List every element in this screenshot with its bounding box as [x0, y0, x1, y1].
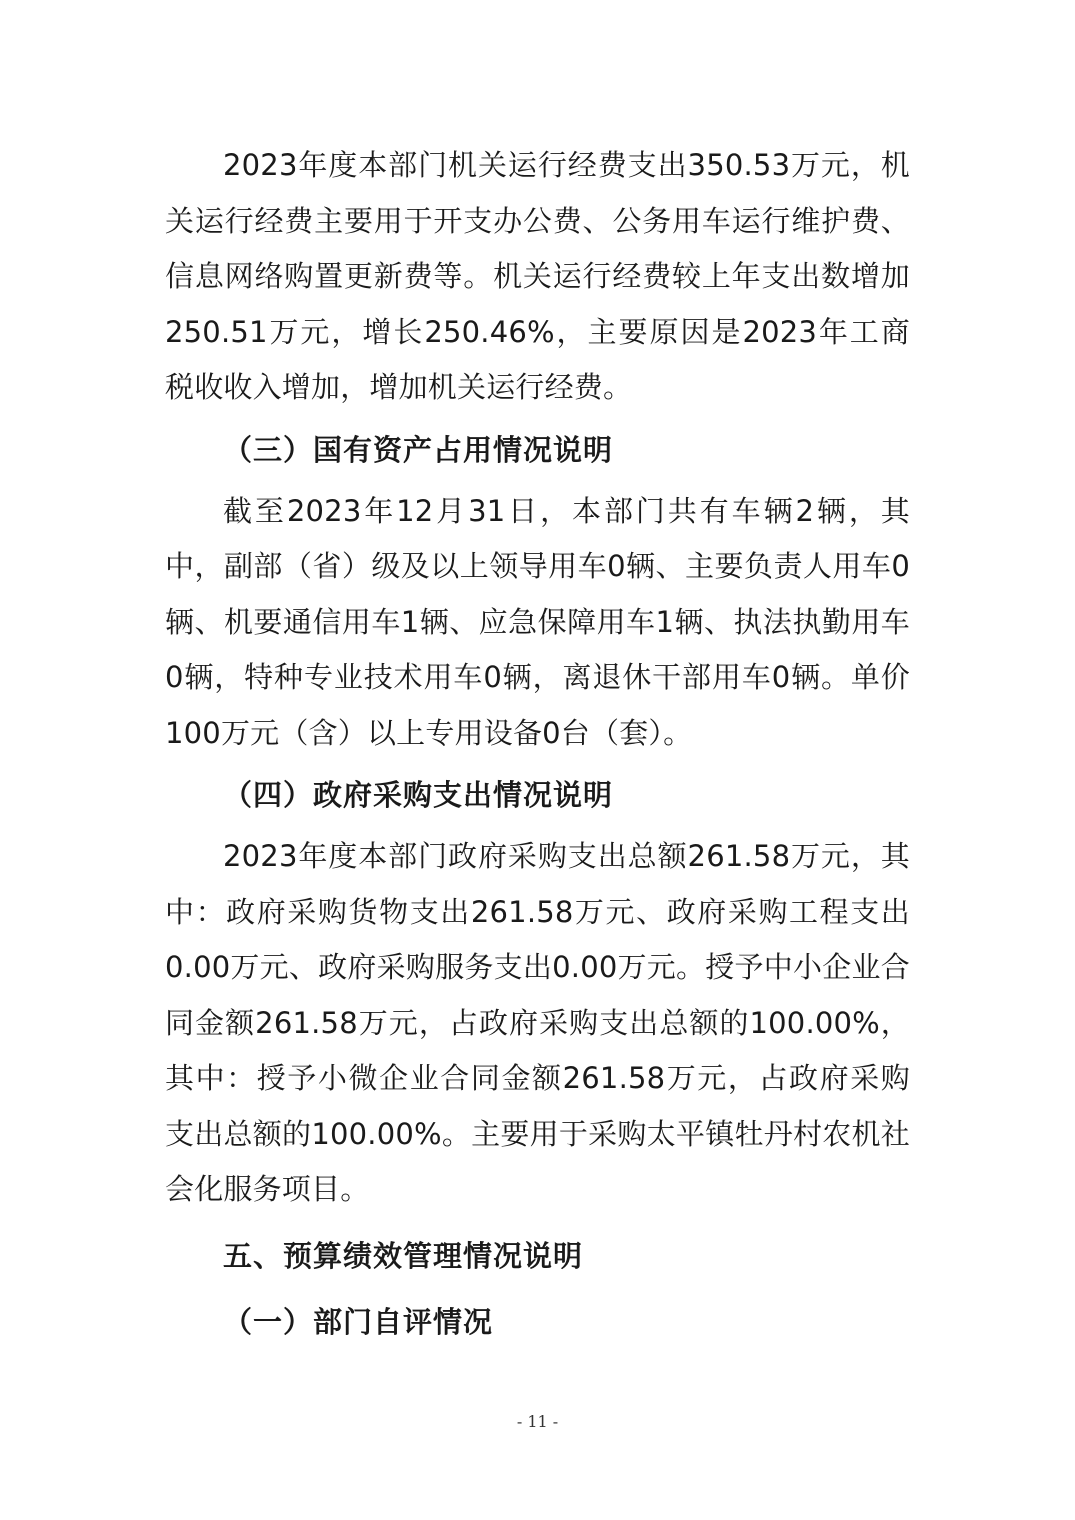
heading-state-assets: （三）国有资产占用情况说明 — [223, 432, 614, 467]
page-body — [165, 138, 910, 1352]
heading-procurement: （四）政府采购支出情况说明 — [223, 778, 614, 812]
paragraph-procurement: 2023年度本部门政府采购支出总额261.58万元，其中：政府采购货物支出261.58万元、政府采购工程支出0.00万元、政府采购服务支出0.00万元。授予中小企业合同金额261.58万元，占政府采购支出总额的100.00%，其中：授予小微企业合同金额261.58万元，占政府采购支出总额的100.00%。主要用于采购太平镇牡丹村农机社会化服务项目。 — [165, 839, 910, 1206]
heading-self-evaluation: （一）部门自评情况 — [223, 1304, 494, 1339]
heading-performance-management: 五、预算绩效管理情况说明 — [223, 1238, 584, 1273]
page-number: - 11 - — [516, 1412, 559, 1431]
paragraph-state-assets: 截至2023年12月31日，本部门共有车辆2辆，其中，副部（省）级及以上领导用车0辆、主要负责人用车0辆、机要通信用车1辆、应急保障用车1辆、执法执勤用车0辆，特种专业技术用车0辆，离退休干部用车0辆。单价100万元（含）以上专用设备0台（套）。 — [165, 493, 910, 750]
paragraph-operating-expenses: 2023年度本部门机关运行经费支出350.53万元，机关运行经费主要用于开支办公费、公务用车运行维护费、信息网络购置更新费等。机关运行经费较上年支出数增加250.51万元，增长250.46%，主要原因是2023年工商税收收入增加，增加机关运行经费。 — [165, 148, 910, 404]
